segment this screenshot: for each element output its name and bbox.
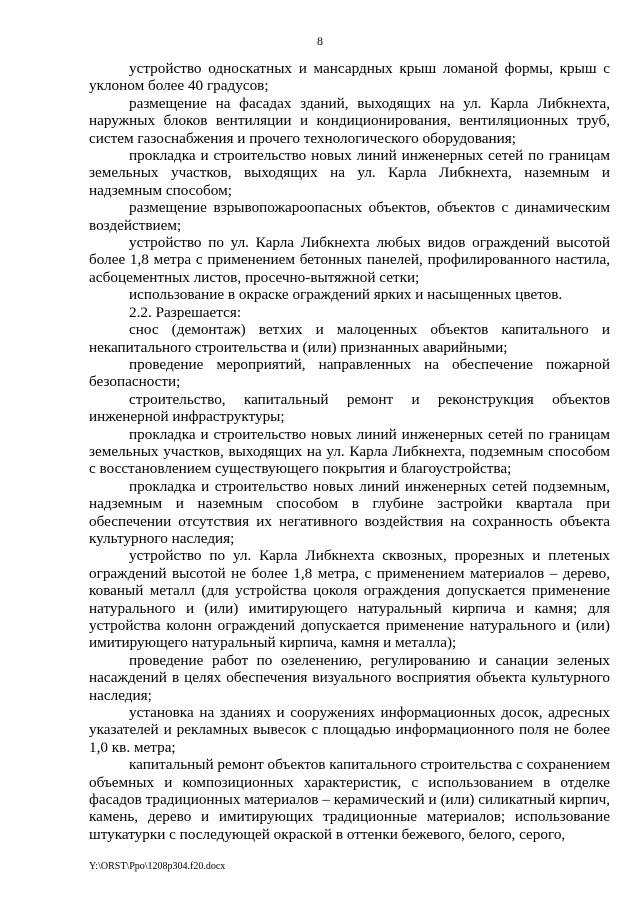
paragraph: прокладка и строительство новых линий инженерных сетей подземным, надземным и наземным способом в глубине застройки квартала при обеспечении отсутствия их негативного воздействия на сохранность объекта культурного наследия; [89, 477, 610, 547]
page-number: 8 [317, 34, 323, 48]
paragraph: проведение работ по озеленению, регулированию и санации зеленых насаждений в целях обеспечения визуального восприятия объекта культурного наследия; [89, 651, 610, 704]
paragraph: устройство односкатных и мансардных крыш ломаной формы, крыш с уклоном более 40 градусов; [89, 60, 610, 95]
paragraph: установка на зданиях и сооружениях информационных досок, адресных указателей и рекламных вывесок с площадью информационного поля не более 1,0 кв. метра; [89, 704, 610, 756]
paragraph: капитальный ремонт объектов капитального строительства с сохранением объемных и композиционных характеристик, с использованием в отделке фасадов традиционных материалов – керамический и (или) силикатный кирпич, камень, дерево и имитирующих традиционные материалов; использование штукатурки с последующей окраской в оттенки бежевого, белого, серого, [89, 756, 610, 843]
paragraph: размещение на фасадах зданий, выходящих на ул. Карла Либкнехта, наружных блоков вентиляции и кондиционирования, вентиляционных труб, систем газоснабжения и прочего технологического оборудования; [89, 94, 610, 147]
section-heading: 2.2. Разрешается: [129, 303, 242, 321]
paragraph: строительство, капитальный ремонт и реконструкция объектов инженерной инфраструктуры; [89, 390, 610, 426]
paragraph: использование в окраске ограждений ярких и насыщенных цветов. [129, 286, 563, 304]
paragraph: размещение взрывопожароопасных объектов, объектов с динамическим воздействием; [89, 199, 610, 234]
paragraph: снос (демонтаж) ветхих и малоценных объектов капитального и некапитального строительства и (или) признанных аварийными; [89, 321, 610, 356]
paragraph: устройство по ул. Карла Либкнехта любых видов ограждений высотой более 1,8 метра с применением бетонных панелей, профилированного настила, асбоцементных листов, просечно-вытяжной сетки; [89, 234, 610, 286]
file-path-footer: Y:\ORST\Ppo\1208p304.f20.docx [89, 861, 226, 872]
paragraph: проведение мероприятий, направленных на обеспечение пожарной безопасности; [89, 355, 610, 391]
document-body [89, 60, 610, 843]
paragraph: прокладка и строительство новых линий инженерных сетей по границам земельных участков, выходящих на ул. Карла Либкнехта, наземным и надземным способом; [89, 147, 610, 199]
paragraph: прокладка и строительство новых линий инженерных сетей по границам земельных участков, выходящих на ул. Карла Либкнехта, подземным способом с восстановлением существующего покрытия и благоустройства; [89, 425, 610, 478]
paragraph: устройство по ул. Карла Либкнехта сквозных, прорезных и плетеных ограждений высотой не более 1,8 метра, с применением материалов – дерево, кованый металл (для устройства цоколя ограждения допускается применение натурального и (или) имитирующего натуральный кирпича и камня; для устройства колонн ограждений допускается применение натурального и (или) имитирующего натуральный кирпича, камня и металла); [89, 547, 610, 652]
